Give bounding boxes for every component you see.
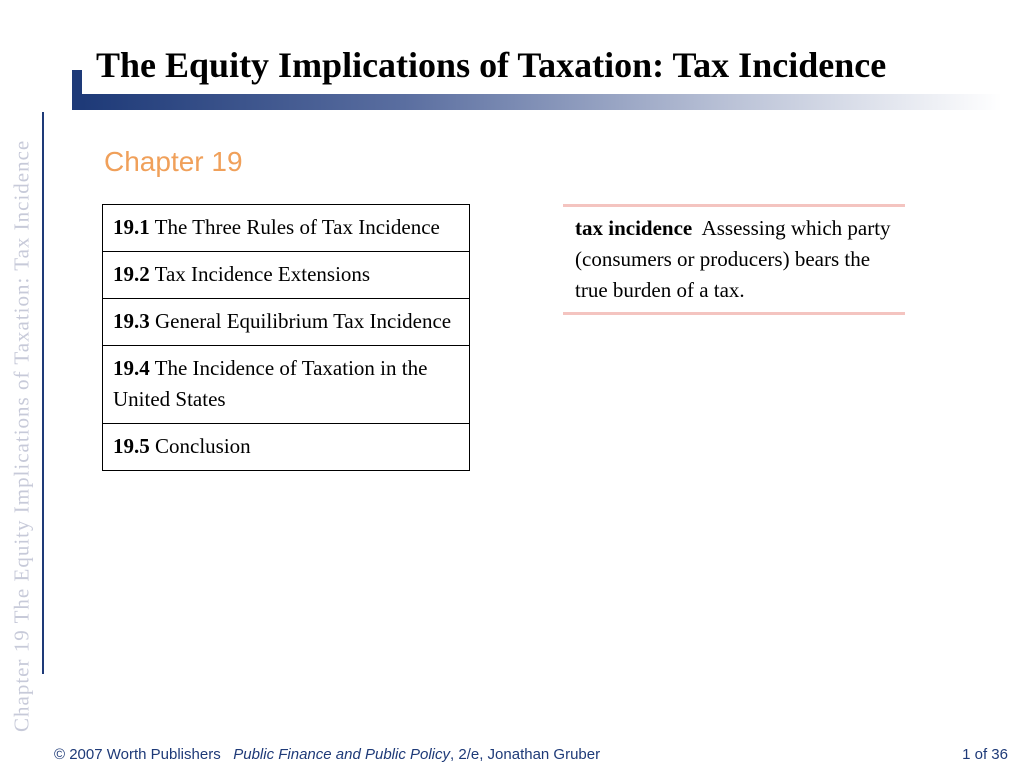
toc-row: [103, 424, 470, 471]
header-gradient-bar: [82, 94, 1002, 110]
toc-number: 19.2: [113, 262, 150, 286]
sidebar-running-title: Chapter 19 The Equity Implications of Taxation: Tax Incidence: [9, 139, 34, 732]
toc-number: 19.3: [113, 309, 150, 333]
sidebar-divider: [42, 112, 44, 674]
toc-label: Conclusion: [155, 434, 251, 458]
definition-term: tax incidence: [575, 216, 693, 240]
toc-number: 19.5: [113, 434, 150, 458]
toc-row: [103, 252, 470, 299]
toc-row: [103, 346, 470, 424]
footer-credit: [54, 746, 600, 763]
footer-book-title: Public Finance and Public Policy: [233, 746, 451, 763]
header-bracket: [72, 70, 82, 110]
slide-title: The Equity Implications of Taxation: Tax Incidence: [96, 45, 887, 85]
toc-row: [103, 299, 470, 346]
toc-label: Tax Incidence Extensions: [154, 262, 371, 286]
toc-number: 19.4: [113, 356, 150, 380]
page-counter: 1 of 36: [962, 746, 1008, 763]
chapter-label: Chapter 19: [104, 146, 243, 177]
toc-label: General Equilibrium Tax Incidence: [155, 309, 452, 333]
toc-label: The Incidence of Taxation in the United States: [113, 356, 428, 411]
definition-text: Assessing which party (consumers or producers) bears the true burden of a tax.: [575, 216, 891, 302]
footer-copyright: © 2007 Worth Publishers: [54, 746, 221, 763]
toc-table: [102, 204, 470, 471]
definition-box: [563, 204, 905, 315]
toc-number: 19.1: [113, 215, 150, 239]
footer-edition-author: , 2/e, Jonathan Gruber: [450, 746, 601, 763]
toc-label: The Three Rules of Tax Incidence: [154, 215, 440, 239]
toc-row: [103, 205, 470, 252]
